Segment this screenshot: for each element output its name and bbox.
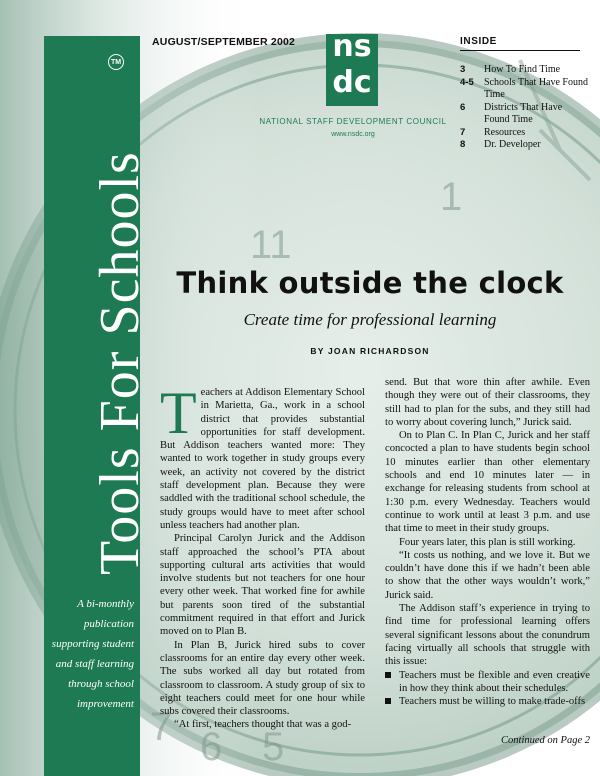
bullet-text: Teachers must be flexible and even creative in how they think about their schedules. <box>399 669 590 694</box>
svg-text:7: 7 <box>150 705 173 749</box>
article-paragraph: “At first, teachers thought that was a god- <box>174 719 352 731</box>
drop-cap: T <box>160 380 197 446</box>
tagline-line: A bi-monthly <box>77 598 134 610</box>
bullet-text: Teachers must be willing to make trade-offs <box>399 696 586 708</box>
tagline-line: supporting student <box>51 638 134 650</box>
article-paragraph: send. But that wore thin after awhile. Even though they were out of their classrooms, they still had to plan for the subs, and they still had to worry about covering lunch,” Jurick said. <box>385 377 590 428</box>
article-paragraph: In Plan B, Jurick hired subs to cover classrooms for an entire day every other week. The subs worked all day but rotated from classroom to classroom. A study group of six to eight teachers could meet for one hour while subs covered their classrooms. <box>160 639 365 718</box>
tagline-line: improvement <box>76 698 134 710</box>
masthead-tagline <box>50 594 134 714</box>
contents-title: Schools That Have Found Time <box>484 76 588 100</box>
bullet-item <box>385 669 590 696</box>
contents-page-number: 7 <box>460 126 466 138</box>
logo-text-bottom: dc <box>332 65 372 100</box>
contents-item[interactable] <box>460 139 590 152</box>
logo-text-top: ns <box>332 29 372 64</box>
article-column-2 <box>385 376 590 708</box>
contents-title: Dr. Developer <box>484 139 541 150</box>
svg-text:5: 5 <box>262 725 285 769</box>
paragraph-text: eachers at Addison Elementary School in Marietta, Ga., work in a school district that provides substantial opportunities for staff development. But Addison teachers wanted more: They wanted to work together in study groups every week, an activity not covered by the district staff development plan. Because they were saddled with the traditional school schedule, the study groups would have to meet after school unless teachers had another plan. <box>160 387 365 531</box>
continued-note[interactable]: Continued on Page 2 <box>501 735 590 746</box>
tagline-line: publication <box>83 618 134 630</box>
article-paragraph: On to Plan C. In Plan C, Jurick and her staff concocted a plan to have students begin school 10 minutes earlier than other elementary schools and end 10 minutes later — in exchange for releasing students from school at 1:30 p.m. every Wednesday. Teachers would continue to work until at least 3 p.m. and use that time to meet in their study groups. <box>385 430 590 535</box>
svg-text:6: 6 <box>200 725 223 769</box>
article-headline: Think outside the clock <box>176 266 564 300</box>
inside-heading: INSIDE <box>460 36 580 51</box>
square-bullet-icon <box>385 695 399 708</box>
contents-title: Districts That Have Found Time <box>484 101 563 125</box>
article-byline: BY JOAN RICHARDSON <box>310 346 430 356</box>
organization-name: NATIONAL STAFF DEVELOPMENT COUNCIL <box>259 117 447 126</box>
contents-item[interactable] <box>460 127 590 140</box>
contents-page-number: 4-5 <box>460 76 474 88</box>
contents-title: How To Find Time <box>484 64 561 75</box>
contents-item[interactable] <box>460 102 590 127</box>
square-bullet-icon <box>385 669 399 696</box>
contents-title: Resources <box>484 126 526 138</box>
nsdc-logo <box>326 29 378 106</box>
organization-website[interactable]: www.nsdc.org <box>331 131 375 138</box>
article-column-1 <box>160 380 365 732</box>
article-subhead: Create time for professional learning <box>243 310 497 329</box>
bullet-item <box>385 695 590 708</box>
article-paragraph: “It costs us nothing, and we love it. But we couldn’t have done this if we hadn’t been able to show that the other ways wouldn’t work,” Jurick said. <box>385 549 590 601</box>
masthead-title: Tools For Schools <box>89 151 151 575</box>
contents-page-number: 6 <box>460 101 466 113</box>
svg-text:1: 1 <box>440 175 463 219</box>
article-paragraph: The Addison staff’s experience in trying to find time for professional learning offers several significant lessons about the conundrum facing virtually all schools that struggle with this issue: <box>385 603 590 668</box>
contents-page-number: 8 <box>460 139 466 150</box>
contents-page-number: 3 <box>460 64 466 75</box>
tagline-line: and staff learning <box>55 658 134 670</box>
contents-item[interactable] <box>460 64 590 77</box>
article-paragraph: Four years later, this plan is still working. <box>399 536 576 548</box>
contents-item[interactable] <box>460 77 590 102</box>
svg-text:11: 11 <box>250 223 292 267</box>
article-paragraph <box>160 380 365 532</box>
tagline-line: through school <box>68 678 134 690</box>
article-paragraph: Principal Carolyn Jurick and the Addison staff approached the school’s PTA about supporting cultural arts activities that would involve students but not teachers for one hour every other week. That worked fine for awhile but parents soon tired of the substantial commitment required in that effort and Jurick moved on to Plan B. <box>160 533 365 638</box>
trademark-mark: TM <box>108 54 124 70</box>
inside-contents-list <box>460 64 590 152</box>
issue-dateline: AUGUST/SEPTEMBER 2002 <box>152 36 296 48</box>
